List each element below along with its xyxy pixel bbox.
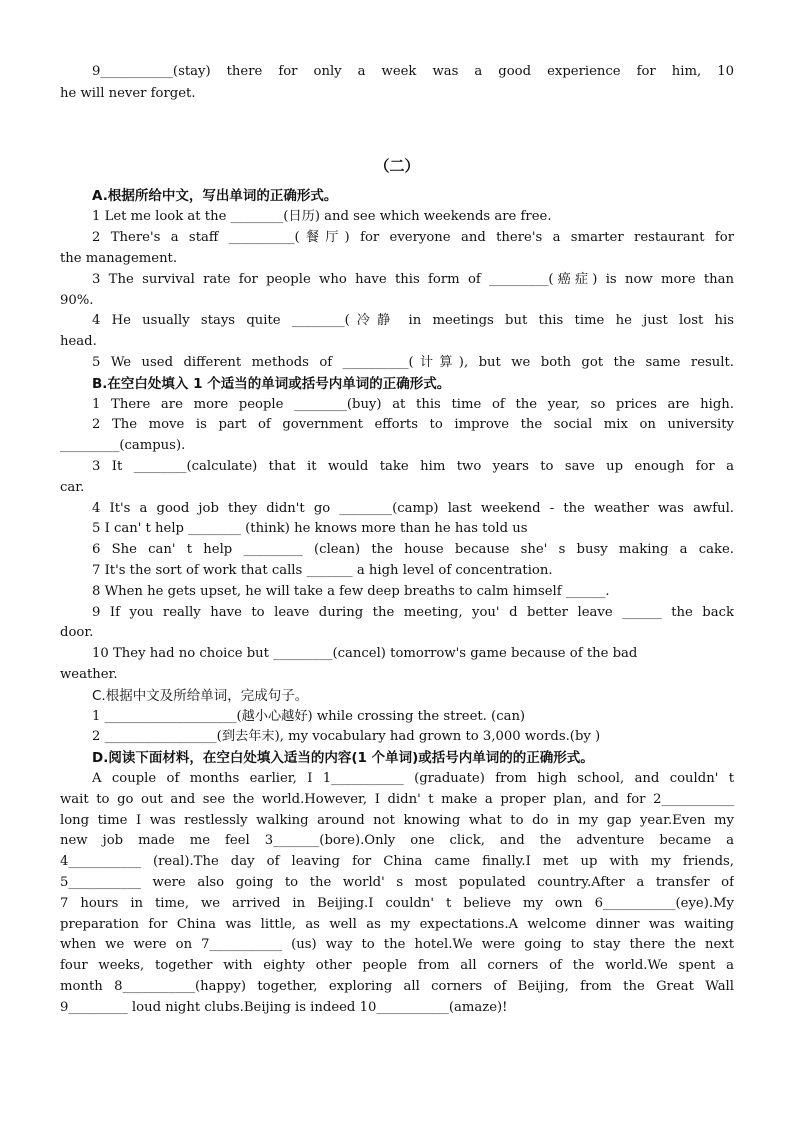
text-line: 1 Let me look at the ________(日历) and see which weekends are free.	[92, 209, 552, 224]
part-c-heading: C.根据中文及所给单词，完成句子。	[92, 688, 309, 704]
text-line: wait to go out and see the world.However, I didn' t make a proper plan, and for 2___________	[60, 792, 734, 807]
text-line: 3 It ________(calculate) that it would take him two years to save up enough for a	[92, 459, 734, 474]
text-line: weather.	[60, 667, 118, 682]
text-line: 90%.	[60, 293, 94, 308]
text-line: door.	[60, 625, 94, 640]
text-line: A couple of months earlier, I 1___________ (graduate) from high school, and couldn' t	[92, 771, 734, 786]
text-line: the management.	[60, 251, 178, 266]
part-d-heading: D.阅读下面材料，在空白处填入适当的内容(1 个单词)或括号内单词的的正确形式。	[92, 750, 594, 766]
text-line: four weeks, together with eighty other people from all corners of the world.We spent a	[60, 958, 734, 973]
section-title: （二）	[374, 157, 420, 175]
text-line: new job made me feel 3_______(bore).Only one click, and the adventure became a	[60, 833, 734, 848]
text-line: 7 hours in time, we arrived in Beijing.I couldn' t believe my own 6___________(eye).My	[60, 896, 734, 911]
text-line: 6 She can' t help _________ (clean) the house because she' s busy making a cake.	[92, 542, 734, 557]
text-line: 2 The move is part of government efforts to improve the social mix on university	[92, 417, 734, 432]
text-line: long time I was restlessly walking around not knowing what to do in my gap year.Even my	[60, 813, 734, 828]
text-line: 1 There are more people ________(buy) at this time of the year, so prices are high.	[92, 397, 734, 412]
text-line: 9 If you really have to leave during the meeting, you' d better leave ______ the back	[92, 605, 734, 620]
text-line: _________(campus).	[60, 438, 186, 453]
text-line: 2 There's a staff __________(餐厅) for everyone and there's a smarter restaurant for	[92, 230, 734, 245]
text-line: 5 We used different methods of __________(计算), but we both got the same result.	[92, 355, 734, 370]
text-line: 10 They had no choice but _________(cancel) tomorrow's game because of the bad	[92, 646, 638, 661]
text-line: 8 When he gets upset, he will take a few deep breaths to calm himself ______.	[92, 584, 610, 599]
text-line: head.	[60, 334, 97, 349]
text-line: he will never forget.	[60, 86, 196, 101]
text-line: 5 I can' t help ________ (think) he knows more than he has told us	[92, 521, 528, 536]
text-line: 3 The survival rate for people who have this form of _________(癌症) is now more than	[92, 272, 734, 287]
text-line: 4 It's a good job they didn't go ________(camp) last weekend - the weather was awful.	[92, 501, 734, 516]
text-line: 7 It's the sort of work that calls _______ a high level of concentration.	[92, 563, 553, 578]
text-line: 4 He usually stays quite ________(冷静 in meetings but this time he just lost his	[92, 313, 734, 328]
text-line: preparation for China was little, as well as my expectations.A welcome dinner was waiting	[60, 917, 734, 932]
part-a-heading: A.根据所给中文，写出单词的正确形式。	[92, 188, 338, 204]
text-line: car.	[60, 480, 85, 495]
text-line: 5___________ were also going to the world' s most populated country.After a transfer of	[60, 875, 734, 890]
text-line: 9_________ loud night clubs.Beijing is indeed 10___________(amaze)!	[60, 1000, 508, 1015]
text-line: 1 ____________________(越小心越好) while crossing the street. (can)	[92, 709, 526, 724]
part-b-heading: B.在空白处填入 1 个适当的单词或括号内单词的正确形式。	[92, 376, 451, 392]
text-line: 4___________ (real).The day of leaving for China came finally.I met up with my friends,	[60, 854, 734, 869]
text-line: month 8___________(happy) together, exploring all corners of Beijing, from the Great Wall	[60, 979, 734, 994]
text-line: 9___________(stay) there for only a week was a good experience for him, 10	[92, 64, 734, 79]
text-line: when we were on 7___________ (us) way to the hotel.We were going to stay there the next	[60, 937, 734, 952]
text-line: 2 _________________(到去年末), my vocabulary had grown to 3,000 words.(by )	[92, 729, 601, 744]
